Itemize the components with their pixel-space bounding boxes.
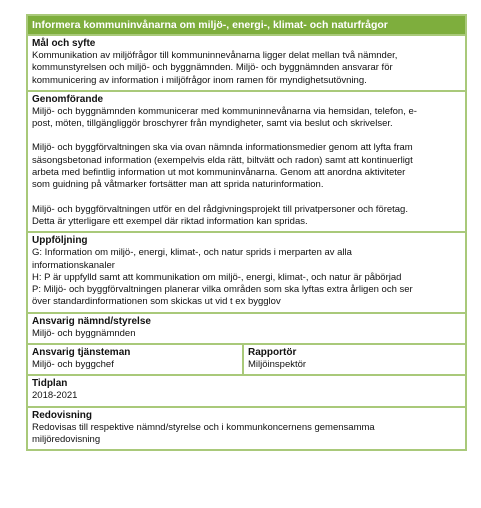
- section-title: Redovisning: [32, 409, 93, 421]
- section-uppfoljning: [28, 233, 465, 313]
- section-title: Tidplan: [32, 378, 68, 390]
- text-line: kommunstyrelsen och miljö- och byggnämnden. Miljö- och byggnämnden ansvarar för: [32, 62, 393, 74]
- section-title: Ansvarig tjänsteman: [32, 347, 131, 359]
- text-line: H: P är uppfylld samt att kommunikation om miljö-, energi, klimat-, och natur är påbörjad: [32, 271, 402, 283]
- section-title: Genomförande: [32, 93, 104, 105]
- text-line: som guidning på våtmarker fortsätter man att sprida naturinformation.: [32, 179, 324, 191]
- text-line: Miljö- och byggförvaltningen ska via ovan nämnda informationsmedier genom att lyfta fram: [32, 142, 413, 154]
- section-rapportor: [244, 345, 465, 374]
- section-value: Miljö- och byggchef: [32, 359, 114, 371]
- section-value: Miljö- och byggnämnden: [32, 327, 136, 339]
- section-tidplan: [28, 376, 465, 407]
- text-line: G: Information om miljö-, energi, klimat-, och natur sprids i merparten av alla: [32, 247, 352, 259]
- section-value: Miljöinspektör: [248, 359, 307, 371]
- text-line: Miljö- och byggförvaltningen utför en del rådgivningsprojekt till privatpersoner och företag.: [32, 203, 408, 215]
- section-title: Mål och syfte: [32, 38, 96, 49]
- section-ansvarig-namnd: [28, 314, 465, 345]
- text-line: post, möten, tillgängliggör broschyrer från myndigheter, samt via beslut och skrivelser.: [32, 118, 393, 130]
- text-line: säsongsbetonad information (exempelvis elda rätt, biltvätt och radon) samt att kontinuerligt: [32, 154, 413, 166]
- text-line: arbeta med befintlig information ut mot kommuninvånarna. Genom att anordna aktiviteter: [32, 167, 406, 179]
- section-genomforande: [28, 92, 465, 233]
- text-line: Redovisas till respektive nämnd/styrelse och i kommunkoncernens gemensamma: [32, 421, 375, 433]
- text-line: miljöredovisning: [32, 433, 101, 445]
- section-ansvarig-tjansteman: [28, 345, 244, 374]
- section-title: Rapportör: [248, 347, 297, 359]
- text-line: Kommunikation av miljöfrågor till kommuninnevånarna ligger delat mellan två nämnder,: [32, 50, 398, 61]
- text-line: informationskanaler: [32, 259, 115, 271]
- text-line: Miljö- och byggnämnden kommunicerar med kommuninnevånarna via hemsidan, telefon, e-: [32, 105, 417, 117]
- text-line: kommunicering av information i miljöfrågor inom ramen för myndighetsutövning.: [32, 74, 367, 86]
- section-mal-och-syfte: [28, 36, 465, 92]
- section-value: 2018-2021: [32, 390, 78, 402]
- text-line: P: Miljö- och byggförvaltningen planerar vilka områden som ska lyftas extra årligen och ser: [32, 284, 413, 296]
- action-card: [26, 14, 467, 451]
- section-title: Uppföljning: [32, 235, 88, 247]
- card-title: Informera kommuninvånarna om miljö-, energi-, klimat- och naturfrågor: [28, 16, 465, 36]
- text-line: över standardinformationen som skickas ut vid t ex bygglov: [32, 296, 281, 308]
- section-redovisning: [28, 408, 465, 450]
- text-line: Detta är ytterligare ett exempel där riktad information kan spridas.: [32, 215, 308, 227]
- section-title: Ansvarig nämnd/styrelse: [32, 315, 151, 327]
- row-tjansteman-rapportor: [28, 345, 465, 376]
